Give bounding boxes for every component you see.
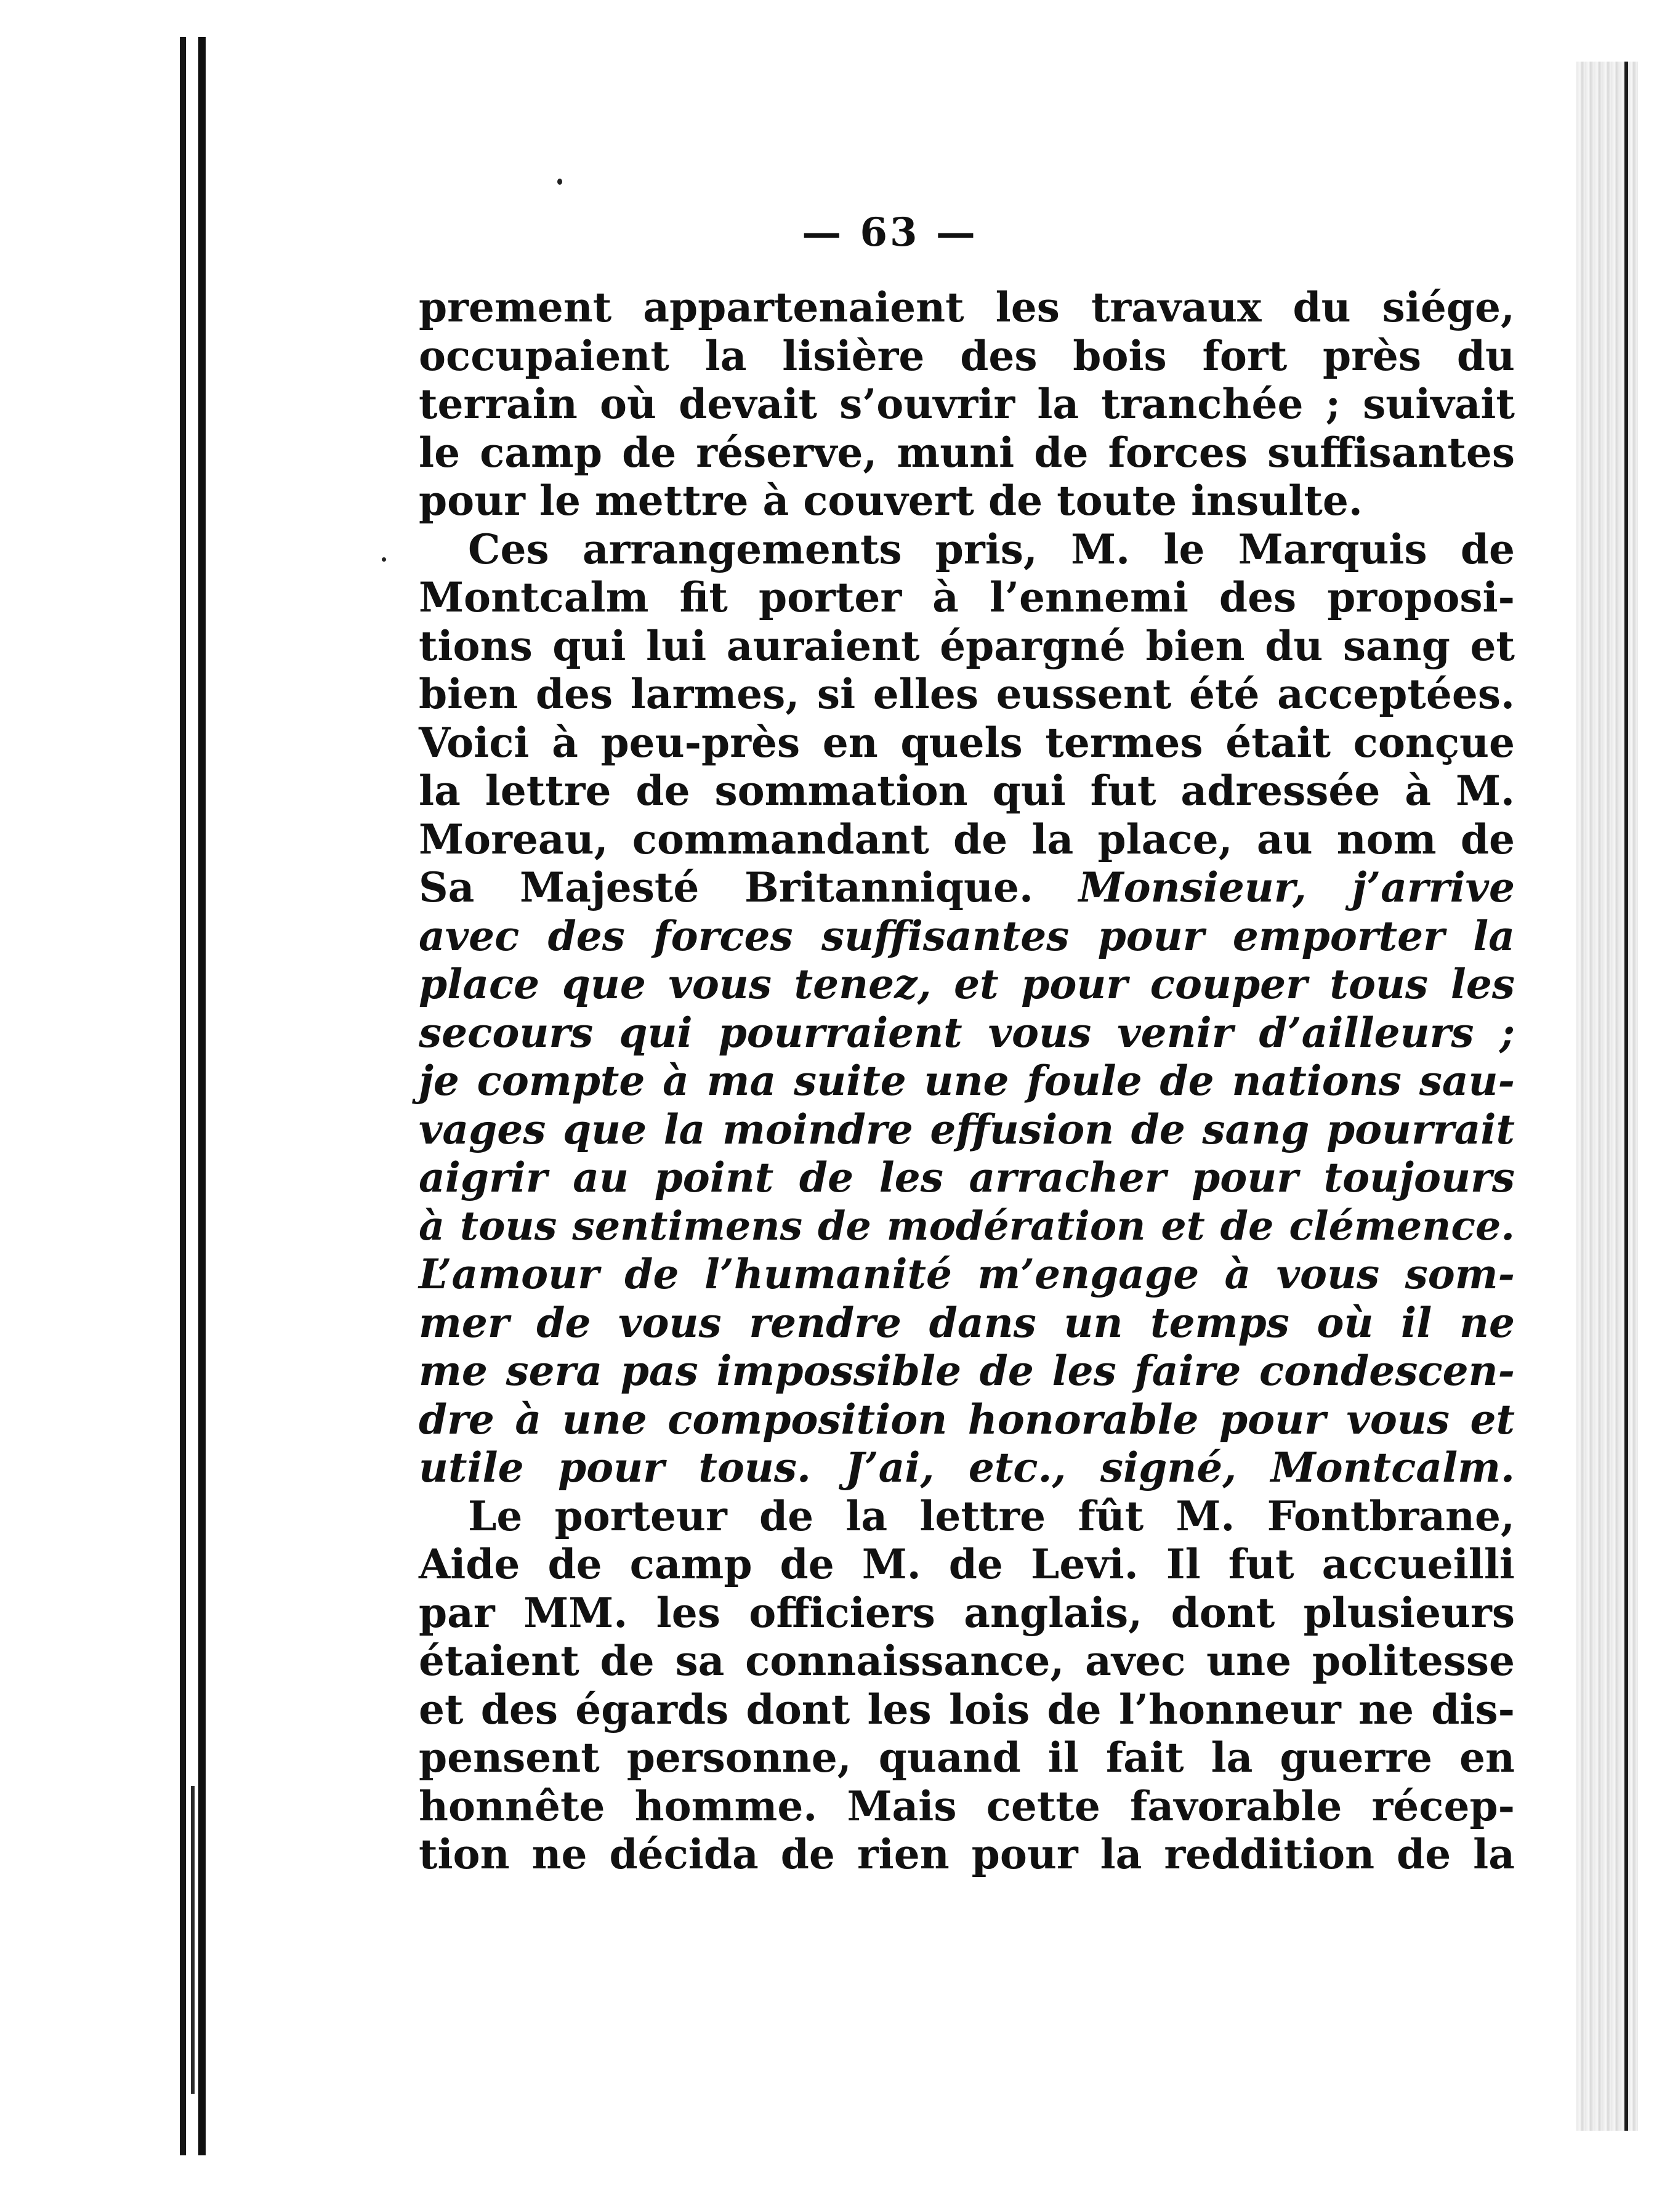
text-line bbox=[419, 622, 1515, 671]
text-line bbox=[419, 1685, 1515, 1734]
text-line bbox=[419, 429, 1515, 477]
text-line bbox=[419, 283, 1515, 332]
text-fragment: étaient de sa connaissance, avec une politesse bbox=[419, 1637, 1515, 1685]
text-fragment: secours qui pourraient vous venir d’ailleurs ; bbox=[419, 1008, 1515, 1057]
text-line bbox=[419, 912, 1515, 961]
text-fragment: Le porteur de la lettre fût M. Fontbrane, bbox=[468, 1491, 1515, 1540]
text-fragment: mer de vous rendre dans un temps où il ne bbox=[419, 1298, 1515, 1347]
text-fragment: dre à une composition honorable pour vous et bbox=[419, 1395, 1515, 1443]
text-line bbox=[419, 380, 1515, 429]
text-fragment: L’amour de l’humanité m’engage à vous som- bbox=[419, 1250, 1515, 1298]
text-fragment: prement appartenaient les travaux du siége, bbox=[419, 283, 1515, 331]
left-page-edge bbox=[0, 0, 185, 2212]
text-line bbox=[419, 477, 1515, 525]
binding-gutter-line bbox=[191, 1786, 195, 2094]
text-fragment: la lettre de sommation qui fut adressée à M. bbox=[419, 767, 1515, 815]
text-fragment: Montcalm fit porter à l’ennemi des proposi- bbox=[419, 573, 1515, 621]
text-line bbox=[419, 1782, 1515, 1831]
text-fragment: Voici à peu-près en quels termes était conçue bbox=[419, 718, 1515, 767]
text-line bbox=[419, 1540, 1515, 1589]
text-fragment: Moreau, commandant de la place, au nom de bbox=[419, 815, 1515, 863]
text-fragment: avec des forces suffisantes pour emporter la bbox=[419, 911, 1515, 960]
text-fragment: tions qui lui auraient épargné bien du sang et bbox=[419, 621, 1515, 670]
text-line bbox=[419, 1153, 1515, 1202]
page-border-line bbox=[198, 37, 206, 2155]
text-line bbox=[419, 863, 1515, 912]
binding-shadow-line bbox=[180, 37, 186, 2155]
text-fragment: vages que la moindre effusion de sang pourrait bbox=[419, 1105, 1515, 1153]
text-fragment: bien des larmes, si elles eussent été acceptées. bbox=[419, 670, 1515, 718]
text-line bbox=[419, 1105, 1515, 1154]
text-fragment: aigrir au point de les arracher pour toujours bbox=[419, 1153, 1515, 1201]
text-fragment: et des égards dont les lois de l’honneur ne dis- bbox=[419, 1685, 1515, 1734]
text-fragment: le camp de réserve, muni de forces suffisantes bbox=[419, 428, 1515, 477]
text-line bbox=[419, 332, 1515, 381]
page-stack-edge-line bbox=[1624, 62, 1628, 2131]
text-fragment: place que vous tenez, et pour couper tous les bbox=[419, 960, 1515, 1008]
text-line bbox=[419, 719, 1515, 767]
text-line bbox=[419, 573, 1515, 622]
text-line bbox=[419, 1347, 1515, 1395]
text-fragment: utile pour tous. J’ai, etc., signé, Montcalm. bbox=[419, 1443, 1515, 1491]
text-line bbox=[419, 525, 1515, 574]
text-line bbox=[419, 1492, 1515, 1541]
text-line bbox=[419, 1250, 1515, 1299]
text-line bbox=[419, 1202, 1515, 1251]
book-page bbox=[209, 62, 1570, 2155]
text-line bbox=[419, 1299, 1515, 1347]
right-page-edges bbox=[1576, 62, 1638, 2131]
text-line bbox=[419, 1734, 1515, 1782]
text-line bbox=[419, 1395, 1515, 1444]
text-fragment: tion ne décida de rien pour la reddition de la bbox=[419, 1830, 1515, 1878]
text-fragment: occupaient la lisière des bois fort près du bbox=[419, 331, 1515, 380]
text-fragment: me sera pas impossible de les faire condescen- bbox=[419, 1347, 1515, 1395]
text-line bbox=[419, 1009, 1515, 1057]
ink-speck bbox=[382, 557, 386, 562]
text-fragment: pour le mettre à couvert de toute insulte. bbox=[419, 477, 1363, 525]
text-line bbox=[419, 1830, 1515, 1879]
text-fragment: je compte à ma suite une foule de nations sau- bbox=[419, 1057, 1515, 1105]
text-line bbox=[419, 767, 1515, 815]
text-fragment: Ces arrangements pris, M. le Marquis de bbox=[468, 525, 1515, 573]
text-fragment: Sa Majesté Britannique. bbox=[419, 863, 1079, 911]
text-line bbox=[419, 1057, 1515, 1105]
text-fragment: par MM. les officiers anglais, dont plusieurs bbox=[419, 1588, 1515, 1637]
text-line bbox=[419, 670, 1515, 719]
text-line bbox=[419, 1589, 1515, 1637]
page-number: — 63 — bbox=[802, 209, 978, 256]
text-line bbox=[419, 1637, 1515, 1685]
page-text-block bbox=[419, 283, 1515, 1879]
text-fragment: honnête homme. Mais cette favorable récep- bbox=[419, 1782, 1515, 1830]
text-fragment: Aide de camp de M. de Levi. Il fut accueilli bbox=[419, 1540, 1515, 1588]
text-fragment: terrain où devait s’ouvrir la tranchée ; suivait bbox=[419, 380, 1515, 428]
text-line bbox=[419, 960, 1515, 1009]
text-line bbox=[419, 815, 1515, 864]
text-fragment: à tous sentimens de modération et de clémence. bbox=[419, 1202, 1515, 1249]
text-fragment: Monsieur, j’arrive bbox=[1078, 863, 1515, 911]
ink-speck bbox=[557, 179, 562, 185]
text-line bbox=[419, 1443, 1515, 1492]
text-fragment: pensent personne, quand il fait la guerre en bbox=[419, 1734, 1515, 1782]
